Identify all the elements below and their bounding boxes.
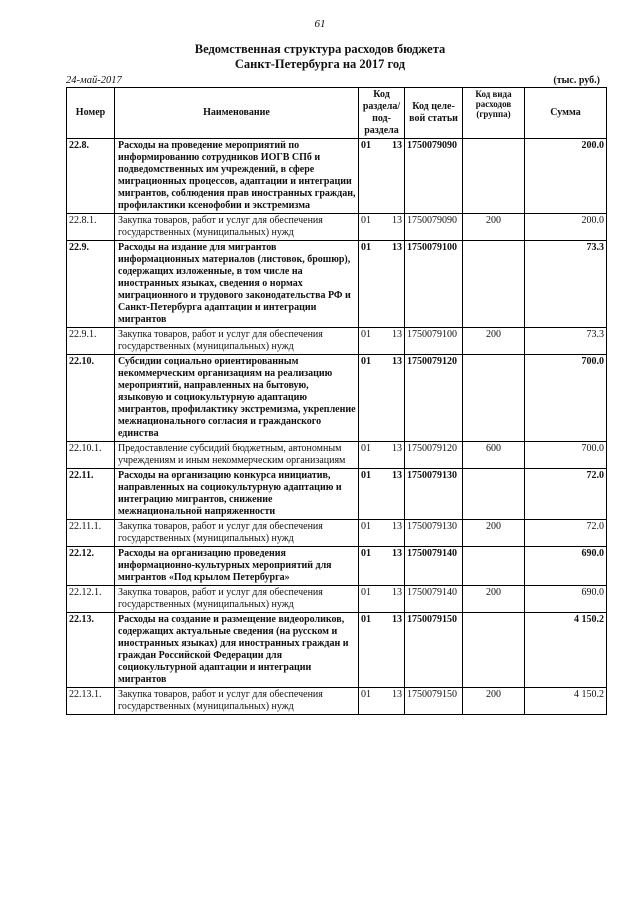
row-target: 1750079130 bbox=[405, 469, 463, 520]
row-type: 600 bbox=[463, 442, 525, 469]
row-section-code: 01 bbox=[361, 443, 371, 454]
row-subsection-code: 13 bbox=[392, 587, 402, 598]
row-number: 22.8. bbox=[67, 139, 115, 214]
row-section-code: 01 bbox=[361, 215, 371, 226]
row-number: 22.10. bbox=[67, 355, 115, 442]
title-line-1: Ведомственная структура расходов бюджета bbox=[194, 42, 446, 56]
row-name: Расходы на проведение мероприятий по информированию сотрудников ИОГВ СПб и подведомственных им учреждений, в сфере миграционных процессов, адаптации и интеграции мигрантов, соблюдения прав иностранных граждан, профилактики ксенофобии и экстремизма bbox=[115, 139, 359, 214]
row-target: 1750079150 bbox=[405, 613, 463, 688]
row-subsection-code: 13 bbox=[392, 548, 402, 559]
table-row bbox=[67, 139, 607, 214]
document-date: 24-май-2017 bbox=[66, 75, 122, 86]
row-sum: 200.0 bbox=[525, 214, 607, 241]
row-target: 1750079090 bbox=[405, 214, 463, 241]
row-section bbox=[359, 586, 405, 613]
row-type bbox=[463, 613, 525, 688]
row-number: 22.8.1. bbox=[67, 214, 115, 241]
row-section bbox=[359, 442, 405, 469]
row-name: Предоставление субсидий бюджетным, автономным учреждениям и иным некоммерческим организациям bbox=[115, 442, 359, 469]
row-sum: 72.0 bbox=[525, 469, 607, 520]
table-row bbox=[67, 688, 607, 715]
table-row bbox=[67, 586, 607, 613]
row-name: Закупка товаров, работ и услуг для обеспечения государственных (муниципальных) нужд bbox=[115, 520, 359, 547]
expenditure-table bbox=[66, 87, 607, 715]
row-type bbox=[463, 241, 525, 328]
row-section-code: 01 bbox=[361, 242, 371, 253]
row-type bbox=[463, 469, 525, 520]
row-target: 1750079130 bbox=[405, 520, 463, 547]
row-sum: 200.0 bbox=[525, 139, 607, 214]
header-section: Код раздела/ под-раздела bbox=[359, 88, 405, 139]
row-number: 22.11. bbox=[67, 469, 115, 520]
row-target: 1750079150 bbox=[405, 688, 463, 715]
row-target: 1750079140 bbox=[405, 586, 463, 613]
row-type: 200 bbox=[463, 586, 525, 613]
row-section bbox=[359, 688, 405, 715]
row-section-code: 01 bbox=[361, 689, 371, 700]
row-type: 200 bbox=[463, 688, 525, 715]
table-row bbox=[67, 520, 607, 547]
row-name: Субсидии социально ориентированным некоммерческим организациям на реализацию мероприятий, направленных на бытовую, языковую и социокультурную адаптацию мигрантов, профилактику экстремизма, укрепление межнационального согласия и гражданского единства bbox=[115, 355, 359, 442]
row-type bbox=[463, 547, 525, 586]
document-title bbox=[0, 42, 640, 72]
row-name: Закупка товаров, работ и услуг для обеспечения государственных (муниципальных) нужд bbox=[115, 688, 359, 715]
row-section-code: 01 bbox=[361, 470, 371, 481]
header-number: Номер bbox=[67, 88, 115, 139]
table-row bbox=[67, 355, 607, 442]
row-subsection-code: 13 bbox=[392, 242, 402, 253]
row-target: 1750079120 bbox=[405, 355, 463, 442]
row-section bbox=[359, 328, 405, 355]
row-name: Закупка товаров, работ и услуг для обеспечения государственных (муниципальных) нужд bbox=[115, 586, 359, 613]
row-section-code: 01 bbox=[361, 521, 371, 532]
row-section-code: 01 bbox=[361, 329, 371, 340]
row-section bbox=[359, 469, 405, 520]
row-section bbox=[359, 613, 405, 688]
header-type: Код вида расходов (группа) bbox=[463, 88, 525, 139]
row-subsection-code: 13 bbox=[392, 614, 402, 625]
row-section bbox=[359, 241, 405, 328]
table-header-row bbox=[67, 88, 607, 139]
row-number: 22.10.1. bbox=[67, 442, 115, 469]
table-row bbox=[67, 442, 607, 469]
row-subsection-code: 13 bbox=[392, 215, 402, 226]
row-type: 200 bbox=[463, 214, 525, 241]
table-row bbox=[67, 613, 607, 688]
row-section bbox=[359, 139, 405, 214]
row-target: 1750079100 bbox=[405, 241, 463, 328]
row-sum: 690.0 bbox=[525, 586, 607, 613]
units-label: (тыс. руб.) bbox=[553, 75, 600, 86]
row-section bbox=[359, 520, 405, 547]
row-type bbox=[463, 139, 525, 214]
row-number: 22.9.1. bbox=[67, 328, 115, 355]
row-subsection-code: 13 bbox=[392, 689, 402, 700]
row-target: 1750079090 bbox=[405, 139, 463, 214]
row-sum: 4 150.2 bbox=[525, 613, 607, 688]
row-number: 22.11.1. bbox=[67, 520, 115, 547]
row-type bbox=[463, 355, 525, 442]
row-section bbox=[359, 355, 405, 442]
row-target: 1750079140 bbox=[405, 547, 463, 586]
row-number: 22.12.1. bbox=[67, 586, 115, 613]
row-subsection-code: 13 bbox=[392, 443, 402, 454]
row-section-code: 01 bbox=[361, 614, 371, 625]
table-row bbox=[67, 547, 607, 586]
header-sum: Сумма bbox=[525, 88, 607, 139]
row-name: Закупка товаров, работ и услуг для обеспечения государственных (муниципальных) нужд bbox=[115, 328, 359, 355]
row-section-code: 01 bbox=[361, 140, 371, 151]
row-name: Расходы на организацию проведения информационно-культурных мероприятий для мигрантов «Под крылом Петербурга» bbox=[115, 547, 359, 586]
row-name: Закупка товаров, работ и услуг для обеспечения государственных (муниципальных) нужд bbox=[115, 214, 359, 241]
row-sum: 700.0 bbox=[525, 442, 607, 469]
title-line-2: Санкт-Петербурга на 2017 год bbox=[234, 57, 406, 71]
row-section-code: 01 bbox=[361, 356, 371, 367]
header-name: Наименование bbox=[115, 88, 359, 139]
row-number: 22.9. bbox=[67, 241, 115, 328]
row-sum: 4 150.2 bbox=[525, 688, 607, 715]
table-row bbox=[67, 241, 607, 328]
row-number: 22.12. bbox=[67, 547, 115, 586]
row-name: Расходы на организацию конкурса инициатив, направленных на социокультурную адаптацию и интеграцию мигрантов, снижение межнациональной напряженности bbox=[115, 469, 359, 520]
row-section bbox=[359, 547, 405, 586]
table-row bbox=[67, 328, 607, 355]
table-row bbox=[67, 214, 607, 241]
header-target: Код целе-вой статьи bbox=[405, 88, 463, 139]
row-subsection-code: 13 bbox=[392, 329, 402, 340]
page-number: 61 bbox=[314, 18, 326, 30]
row-type: 200 bbox=[463, 328, 525, 355]
row-number: 22.13.1. bbox=[67, 688, 115, 715]
row-subsection-code: 13 bbox=[392, 356, 402, 367]
row-sum: 690.0 bbox=[525, 547, 607, 586]
row-section-code: 01 bbox=[361, 587, 371, 598]
row-subsection-code: 13 bbox=[392, 140, 402, 151]
row-name: Расходы на создание и размещение видеороликов, содержащих актуальные сведения (на русском и иностранных языках) для иностранных граждан и граждан Российской Федерации для социокультурной адаптации и интеграции мигрантов bbox=[115, 613, 359, 688]
row-target: 1750079100 bbox=[405, 328, 463, 355]
row-type: 200 bbox=[463, 520, 525, 547]
row-sum: 73.3 bbox=[525, 241, 607, 328]
row-sum: 72.0 bbox=[525, 520, 607, 547]
row-sum: 700.0 bbox=[525, 355, 607, 442]
row-number: 22.13. bbox=[67, 613, 115, 688]
row-name: Расходы на издание для мигрантов информационных материалов (листовок, брошюр), содержащих изложенные, в том числе на иностранных языках, сведения о нормах миграционного и трудового законодательства РФ и Санкт-Петербурга адаптации и интеграции мигрантов bbox=[115, 241, 359, 328]
row-sum: 73.3 bbox=[525, 328, 607, 355]
row-section-code: 01 bbox=[361, 548, 371, 559]
table-row bbox=[67, 469, 607, 520]
row-section bbox=[359, 214, 405, 241]
row-subsection-code: 13 bbox=[392, 521, 402, 532]
row-target: 1750079120 bbox=[405, 442, 463, 469]
row-subsection-code: 13 bbox=[392, 470, 402, 481]
